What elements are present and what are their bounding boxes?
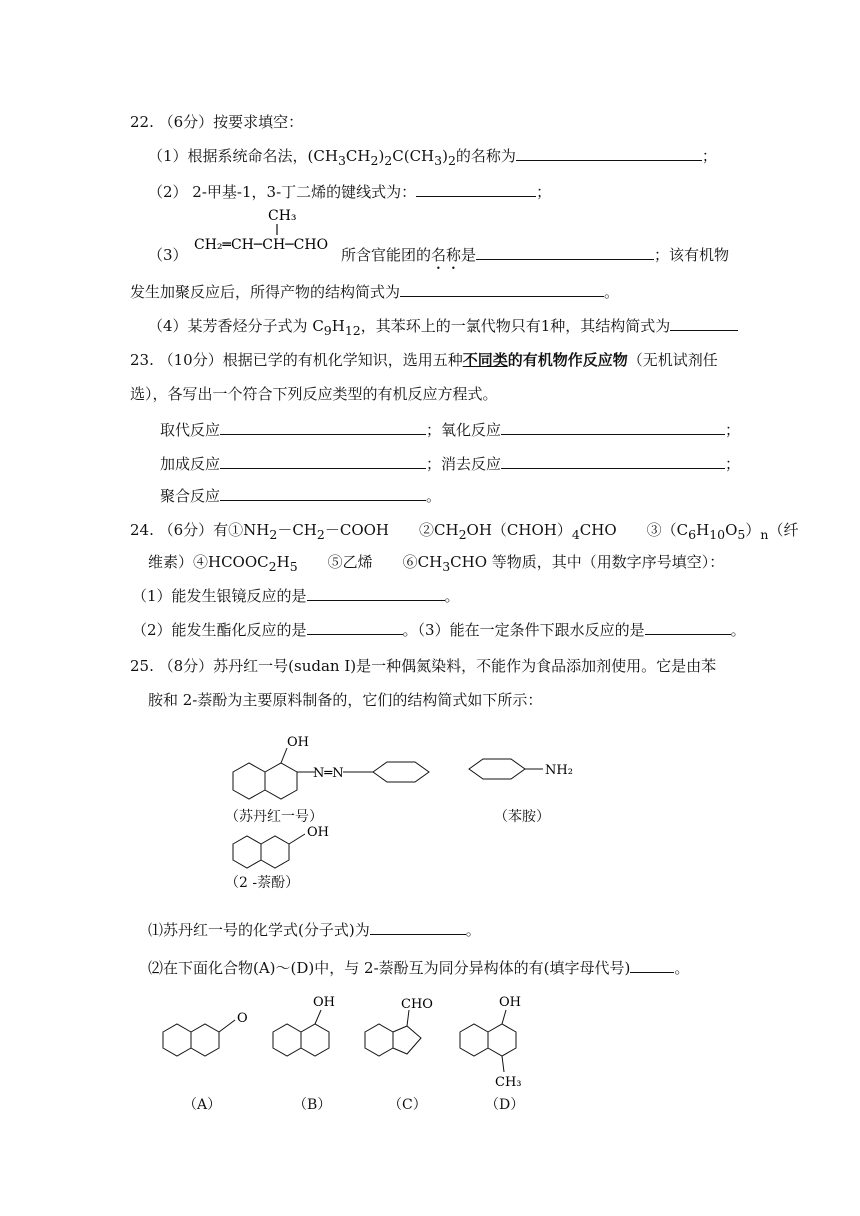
q22-part4: （4）某芳香烃分子式为 $C_9H_{12}$，其苯环上的一氯代物只有1种，其结构简式为 xyxy=(148,316,738,341)
substitution-reaction-blank[interactable] xyxy=(220,420,426,435)
benzene-ring xyxy=(373,762,429,782)
compound-d-ring-right xyxy=(488,1024,516,1056)
compound-a-ring-right xyxy=(191,1024,219,1056)
q22-answer-blank-1[interactable] xyxy=(516,146,702,161)
polymerization-reaction-blank[interactable] xyxy=(220,486,426,501)
isomer-blank[interactable] xyxy=(630,958,674,973)
q25-part1: ⑴苏丹红一号的化学式(分子式)为 。 xyxy=(148,921,481,939)
q22-answer-blank-5[interactable] xyxy=(670,316,738,331)
compound-b-hydroxyl-label: OH xyxy=(313,995,335,1010)
q22-answer-blank-3[interactable] xyxy=(476,245,654,260)
q22-part3-line2: 发生加聚反应后，所得产物的结构简式为 。 xyxy=(130,283,620,301)
q22-part3-label: （3） xyxy=(148,246,188,264)
q22-answer-blank-4[interactable] xyxy=(400,282,604,297)
compound-c-ring-six xyxy=(365,1024,393,1056)
compound-b-caption: （B） xyxy=(293,1097,332,1113)
aniline-caption: （苯胺） xyxy=(494,809,550,825)
q22-structure-diagram xyxy=(190,203,340,261)
hydration-blank[interactable] xyxy=(645,620,731,635)
q22-answer-blank-2[interactable] xyxy=(416,182,536,197)
oxidation-reaction-blank[interactable] xyxy=(501,420,725,435)
sudan-red-caption: （苏丹红一号） xyxy=(225,809,323,825)
methyl-group-label: CH₃ xyxy=(268,208,297,224)
naphthol-hydroxyl-label: OH xyxy=(307,825,329,840)
q24-line1: 24. （6分）有$①NH_2-CH_2-COOH$ $②CH_2OH(CHOH)_4CHO$ $③(C_6H_{10}O_5)_n$（纤 xyxy=(130,521,799,542)
q24-part2: （2）能发生酯化反应的是 。（3）能在一定条件下跟水反应的是 。 xyxy=(132,621,746,639)
q25-line2: 胺和 2-萘酚为主要原料制备的，它们的结构简式如下所示： xyxy=(148,691,543,709)
silver-mirror-blank[interactable] xyxy=(307,586,445,601)
q23-row1: 取代反应 ；氧化反应 ； xyxy=(160,421,741,439)
compounds-a-to-d xyxy=(155,992,550,1088)
compound-c-ring-five xyxy=(393,1026,421,1054)
azo-label: N═N xyxy=(313,766,344,781)
compound-c-aldehyde-label: CHO xyxy=(401,997,433,1012)
q23-heading: 23. （10分）根据已学的有机化学知识，选用五种不同类的有机物作反应物（无机试剂任 xyxy=(130,351,718,369)
compound-d-ring-left xyxy=(460,1024,488,1056)
naphthol-ring-left xyxy=(233,836,261,868)
naphthol-caption: （2 -萘酚） xyxy=(225,875,300,891)
naphthol-ring-right xyxy=(261,836,289,868)
q24-part1: （1）能发生银镜反应的是 。 xyxy=(132,587,460,605)
aniline-structure xyxy=(465,752,580,792)
compound-c-caption: （C） xyxy=(388,1097,427,1113)
elimination-reaction-blank[interactable] xyxy=(501,454,725,469)
amino-label: NH₂ xyxy=(545,763,573,778)
compound-b-ring-left xyxy=(273,1024,301,1056)
q23-line2: 选），各写出一个符合下列反应类型的有机反应方程式。 xyxy=(130,385,498,403)
compound-a-caption: （A） xyxy=(183,1097,222,1113)
compound-b-ring-right xyxy=(301,1024,329,1056)
compound-a-ring-left xyxy=(163,1024,191,1056)
q23-row2: 加成反应 ；消去反应 ； xyxy=(160,455,741,473)
q22-part3-text: 所含官能团的名称是 ；该有机物 xyxy=(341,246,730,264)
hydroxyl-label: OH xyxy=(287,735,309,750)
q23-row3: 聚合反应 。 xyxy=(160,487,442,505)
compound-d-caption: （D） xyxy=(485,1097,525,1113)
naphthalene-ring-left xyxy=(233,763,265,799)
esterification-blank[interactable] xyxy=(307,620,403,635)
formula-blank[interactable] xyxy=(370,920,466,935)
naphthol-structure xyxy=(225,822,360,876)
q25-line1: 25. （8分）苏丹红一号(sudan Ⅰ)是一种偶氮染料，不能作为食品添加剂使用。它是由苯 xyxy=(130,657,717,675)
compound-d-methyl-label: CH₃ xyxy=(495,1075,522,1088)
sudan-red-structure xyxy=(225,732,440,802)
q25-part2: ⑵在下面化合物(A)～(D)中，与 2-萘酚互为同分异构体的有(填字母代号) 。 xyxy=(148,959,690,977)
q24-line2: 维素）$④HCOOC_2H_5$ ⑤乙烯 $⑥CH_3CHO$ 等物质，其中（用数字序号填空）： xyxy=(148,553,725,574)
compound-d-hydroxyl-label: OH xyxy=(499,995,521,1010)
addition-reaction-blank[interactable] xyxy=(220,454,426,469)
aniline-benzene-ring xyxy=(469,759,525,779)
q22-part2: （2） 2-甲基-1，3-丁二烯的键线式为： ； xyxy=(148,183,552,201)
main-chain-label: CH₂═CH─CH─CHO xyxy=(194,237,329,253)
q22-heading: 22. （6分）按要求填空： xyxy=(130,113,304,131)
naphthalene-ring-right xyxy=(265,763,297,799)
compound-a-carbonyl-label: O xyxy=(237,1011,248,1026)
q22-part1: （1）根据系统命名法，$(CH_3CH_2)_2C(CH_3)_2$的名称为 ； xyxy=(148,147,717,168)
